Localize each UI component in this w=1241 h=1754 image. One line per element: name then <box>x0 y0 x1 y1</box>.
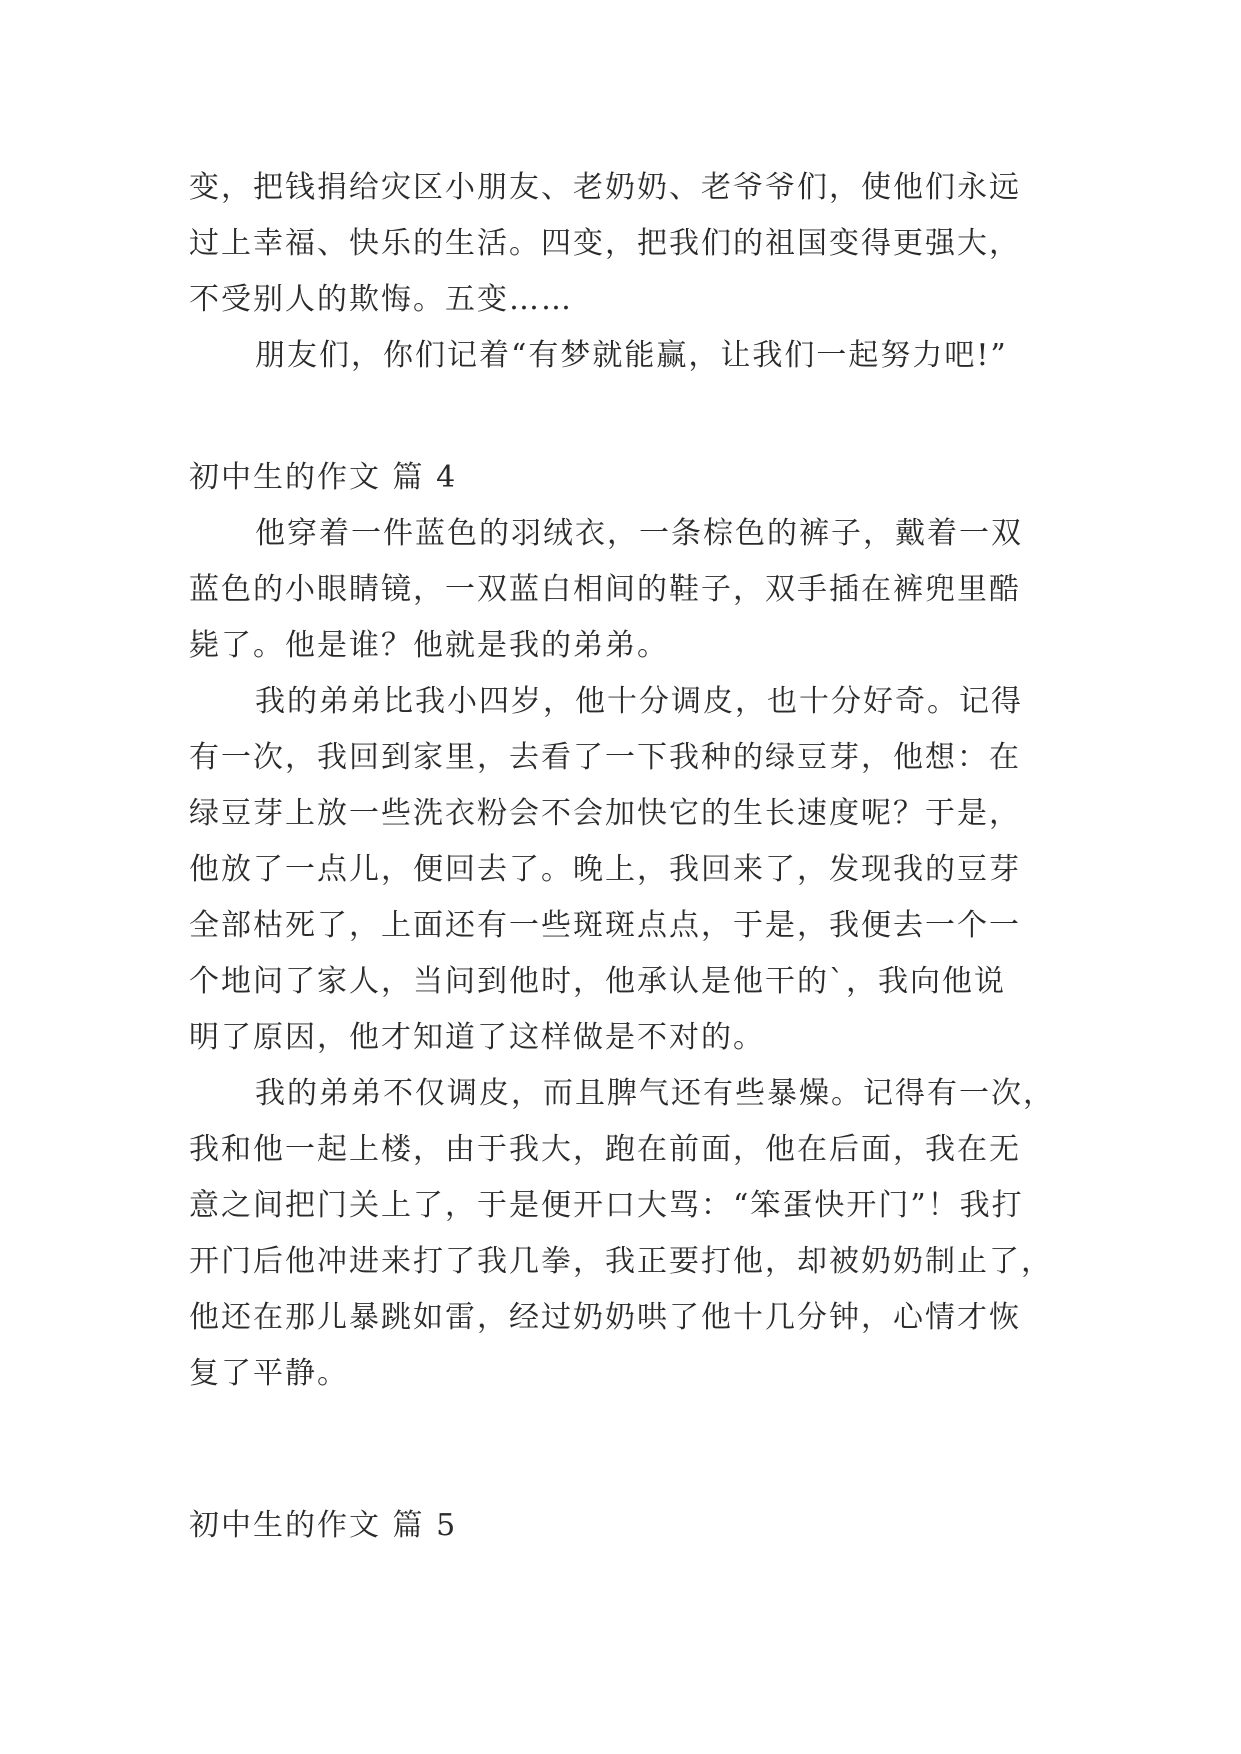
essay-5-heading: 初中生的作文 篇 5 <box>189 1508 458 1543</box>
paragraph-line: 我的弟弟不仅调皮，而且脾气还有些暴燥。记得有一次， <box>255 1076 1055 1111</box>
paragraph-line: 我和他一起上楼，由于我大，跑在前面，他在后面，我在无 <box>189 1132 1021 1167</box>
paragraph-line: 意之间把门关上了，于是便开口大骂：“笨蛋快开门”！我打 <box>189 1188 1024 1223</box>
paragraph-line: 复了平静。 <box>189 1356 349 1391</box>
top-paragraph-2 <box>189 328 1054 384</box>
paragraph-line: 他还在那儿暴跳如雷，经过奶奶哄了他十几分钟，心情才恢 <box>189 1300 1021 1335</box>
paragraph-line: 他放了一点儿，便回去了。晚上，我回来了，发现我的豆芽 <box>189 852 1021 887</box>
paragraph-line: 个地问了家人，当问到他时，他承认是他干的`，我向他说 <box>189 964 1006 999</box>
paragraph-line: 变，把钱捐给灾区小朋友、老奶奶、老爷爷们，使他们永远 <box>189 170 1021 205</box>
paragraph-line: 全部枯死了，上面还有一些斑斑点点，于是，我便去一个一 <box>189 908 1021 943</box>
paragraph-line: 有一次，我回到家里，去看了一下我种的绿豆芽，他想：在 <box>189 740 1021 775</box>
paragraph-line: 他穿着一件蓝色的羽绒衣，一条棕色的裤子，戴着一双 <box>255 516 1023 551</box>
top-paragraph-1 <box>189 160 1054 328</box>
paragraph-line: 明了原因，他才知道了这样做是不对的。 <box>189 1020 765 1055</box>
paragraph-line: 绿豆芽上放一些洗衣粉会不会加快它的生长速度呢？于是， <box>189 796 1021 831</box>
paragraph-line: 蓝色的小眼睛镜，一双蓝白相间的鞋子，双手插在裤兜里酷 <box>189 572 1021 607</box>
essay-4-paragraph-3 <box>189 1066 1054 1402</box>
paragraph-line: 过上幸福、快乐的生活。四变，把我们的祖国变得更强大， <box>189 226 1021 261</box>
paragraph-line: 开门后他冲进来打了我几拳，我正要打他，却被奶奶制止了， <box>189 1244 1053 1279</box>
paragraph-line: 朋友们，你们记着“有梦就能赢，让我们一起努力吧!” <box>255 338 1008 373</box>
paragraph-line: 不受别人的欺悔。五变…… <box>189 282 573 317</box>
essay-4-paragraph-1 <box>189 506 1054 674</box>
paragraph-line: 我的弟弟比我小四岁，他十分调皮，也十分好奇。记得 <box>255 684 1023 719</box>
essay-4-heading: 初中生的作文 篇 4 <box>189 460 458 495</box>
essay-4-paragraph-2 <box>189 674 1054 1066</box>
paragraph-line: 毙了。他是谁？他就是我的弟弟。 <box>189 628 669 663</box>
